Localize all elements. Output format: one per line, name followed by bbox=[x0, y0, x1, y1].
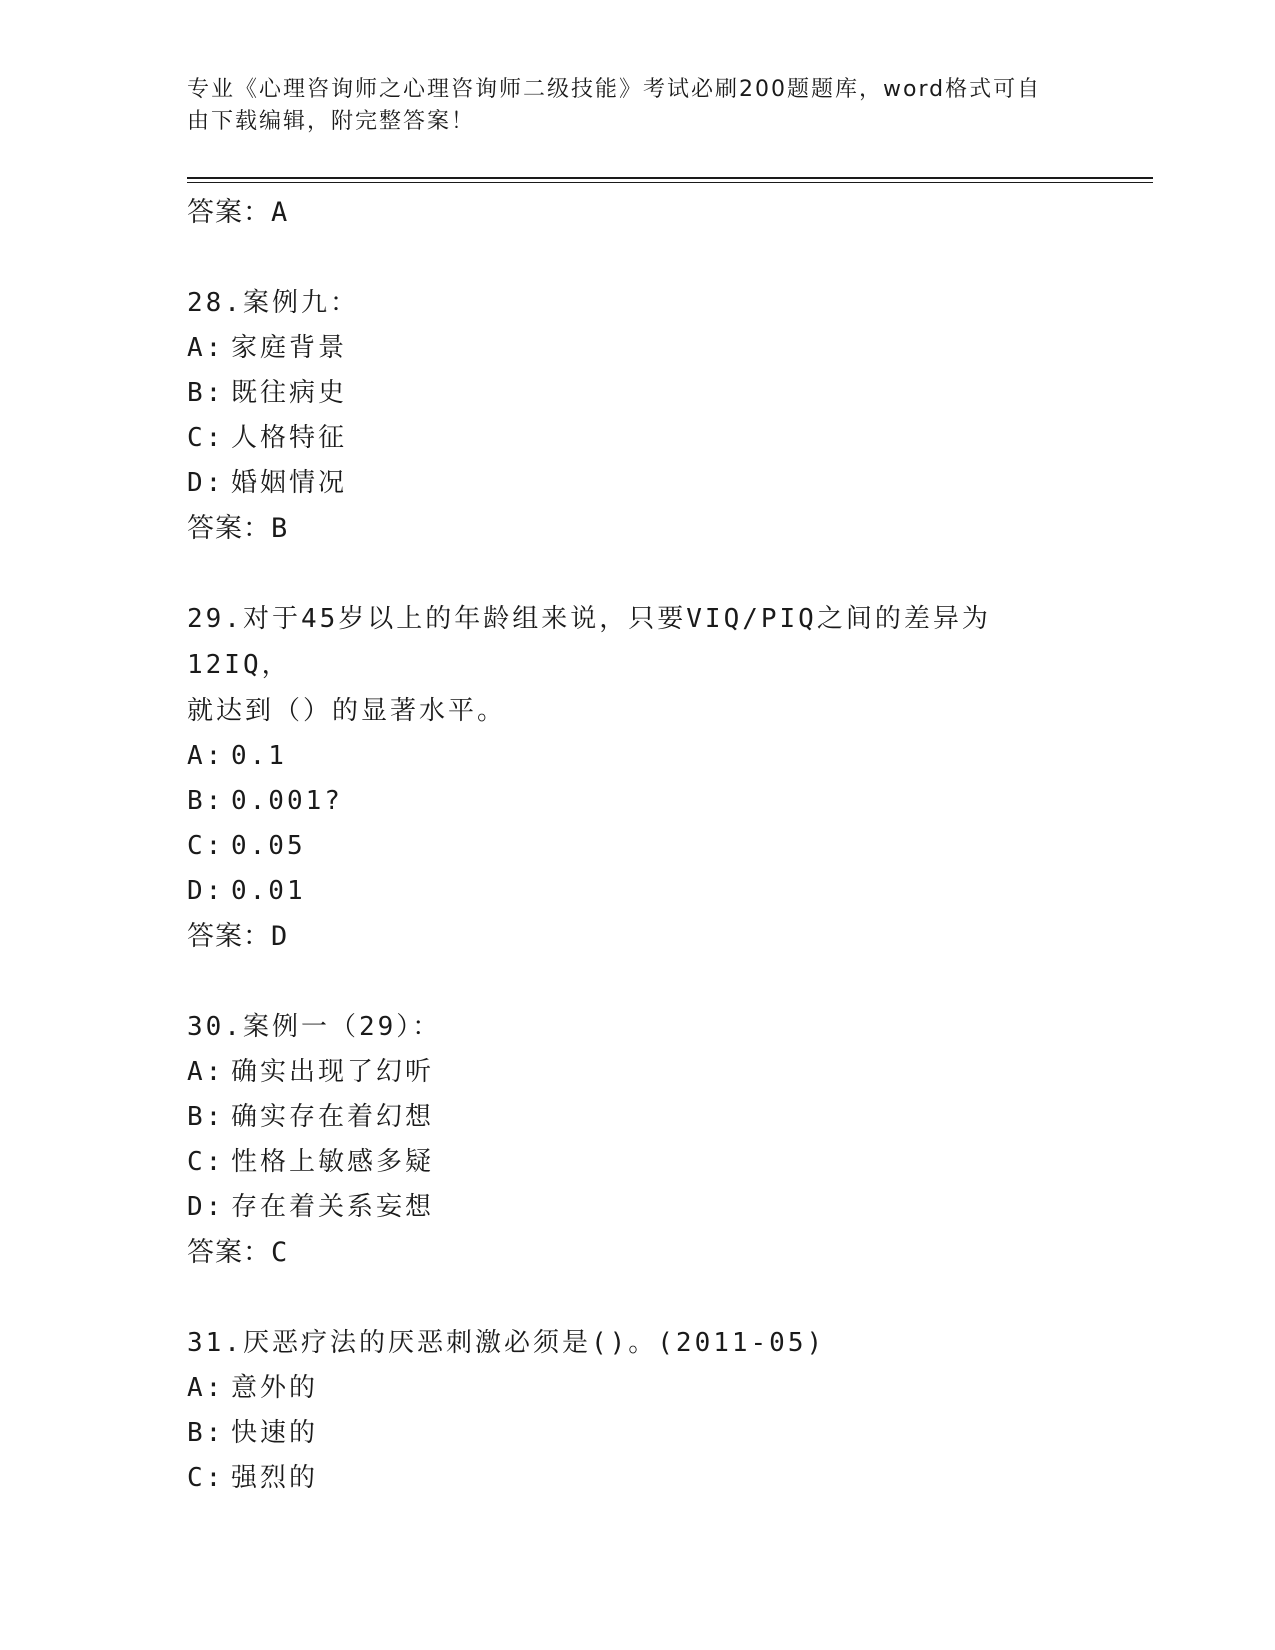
option-text: 家庭背景 bbox=[231, 333, 348, 363]
option-b bbox=[187, 1411, 1087, 1456]
question-stem: 28.案例九： bbox=[187, 288, 359, 318]
intro-line-2: 由下载编辑，附完整答案！ bbox=[187, 109, 476, 134]
option-d bbox=[187, 1185, 1087, 1230]
option-key: D: bbox=[187, 876, 225, 906]
answer-line bbox=[187, 914, 1087, 960]
option-key: B: bbox=[187, 378, 225, 408]
option-text: 0.05 bbox=[231, 831, 306, 861]
question-block bbox=[187, 596, 1087, 960]
option-key: A: bbox=[187, 333, 225, 363]
option-text: 人格特征 bbox=[231, 423, 348, 453]
option-a bbox=[187, 326, 1087, 371]
question-stem: 29.对于45岁以上的年龄组来说，只要VIQ/PIQ之间的差异为12IQ， bbox=[187, 604, 991, 680]
option-key: B: bbox=[187, 1102, 225, 1132]
option-c bbox=[187, 416, 1087, 461]
option-text: 意外的 bbox=[231, 1373, 319, 1403]
option-key: C: bbox=[187, 831, 225, 861]
question-block bbox=[187, 1320, 1087, 1501]
answer-value: D bbox=[271, 921, 289, 952]
answer-line bbox=[187, 190, 1087, 236]
answer-label: 答案： bbox=[187, 921, 271, 952]
answer-line bbox=[187, 506, 1087, 552]
question-stem: 30.案例一（29）： bbox=[187, 1012, 442, 1042]
option-c bbox=[187, 1140, 1087, 1185]
option-key: B: bbox=[187, 786, 225, 816]
option-key: B: bbox=[187, 1418, 225, 1448]
option-d bbox=[187, 869, 1087, 914]
answer-value: B bbox=[271, 513, 289, 544]
option-b bbox=[187, 1095, 1087, 1140]
question-list bbox=[187, 190, 1087, 1501]
answer-label: 答案： bbox=[187, 513, 271, 544]
option-b bbox=[187, 371, 1087, 416]
option-key: C: bbox=[187, 1463, 225, 1493]
question-block bbox=[187, 1004, 1087, 1276]
option-text: 0.01 bbox=[231, 876, 306, 906]
header-divider-thin bbox=[187, 182, 1153, 183]
answer-label: 答案： bbox=[187, 197, 271, 228]
option-text: 确实存在着幻想 bbox=[231, 1102, 435, 1132]
question-stem: 31.厌恶疗法的厌恶刺激必须是()。(2011-05) bbox=[187, 1328, 826, 1358]
option-d bbox=[187, 461, 1087, 506]
option-text: 存在着关系妄想 bbox=[231, 1192, 435, 1222]
answer-value: C bbox=[271, 1237, 289, 1268]
option-text: 0.1 bbox=[231, 741, 287, 771]
option-key: C: bbox=[187, 1147, 225, 1177]
intro-line-1: 专业《心理咨询师之心理咨询师二级技能》考试必刷200题题库，word格式可自 bbox=[187, 77, 1042, 102]
option-text: 强烈的 bbox=[231, 1463, 319, 1493]
option-key: A: bbox=[187, 741, 225, 771]
question-stem-continued: 就达到（）的显著水平。 bbox=[187, 696, 507, 726]
option-key: A: bbox=[187, 1057, 225, 1087]
option-text: 既往病史 bbox=[231, 378, 348, 408]
answer-line bbox=[187, 1230, 1087, 1276]
option-c bbox=[187, 824, 1087, 869]
document-intro bbox=[187, 74, 1067, 138]
option-c bbox=[187, 1456, 1087, 1501]
option-text: 性格上敏感多疑 bbox=[231, 1147, 435, 1177]
option-text: 快速的 bbox=[231, 1418, 319, 1448]
option-text: 0.001? bbox=[231, 786, 343, 816]
option-text: 婚姻情况 bbox=[231, 468, 348, 498]
option-a bbox=[187, 734, 1087, 779]
option-a bbox=[187, 1366, 1087, 1411]
option-key: C: bbox=[187, 423, 225, 453]
option-key: D: bbox=[187, 1192, 225, 1222]
option-key: D: bbox=[187, 468, 225, 498]
option-key: A: bbox=[187, 1373, 225, 1403]
answer-label: 答案： bbox=[187, 1237, 271, 1268]
header-divider-thick bbox=[187, 177, 1153, 179]
answer-value: A bbox=[271, 197, 289, 228]
option-a bbox=[187, 1050, 1087, 1095]
option-b bbox=[187, 779, 1087, 824]
option-text: 确实出现了幻听 bbox=[231, 1057, 435, 1087]
question-block bbox=[187, 280, 1087, 552]
